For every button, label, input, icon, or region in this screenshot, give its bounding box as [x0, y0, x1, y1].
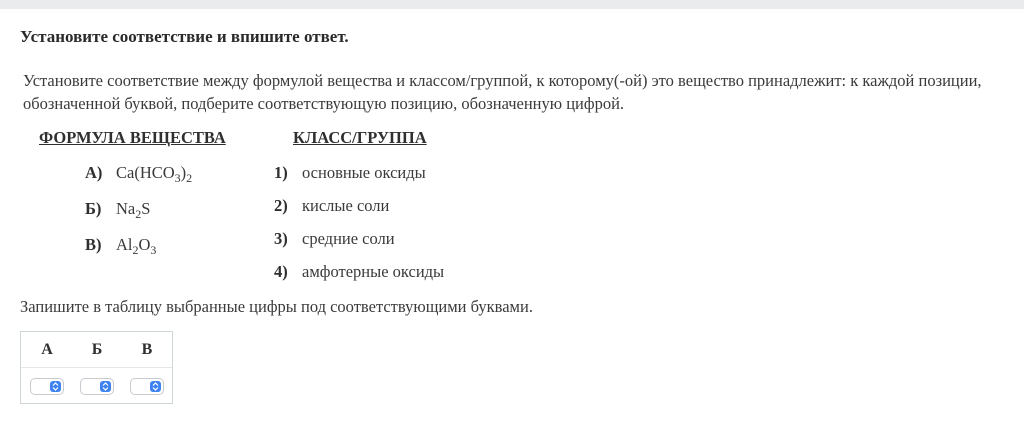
answer-header-a: А — [41, 341, 53, 358]
class-item-4 — [274, 262, 444, 282]
class-label: амфотерные оксиды — [302, 262, 445, 281]
formula-item-a — [85, 163, 192, 183]
answer-header-b: Б — [91, 341, 103, 358]
answer-header-v: В — [141, 341, 153, 358]
top-bar — [0, 0, 1024, 9]
class-key: 2) — [274, 196, 288, 215]
answer-table — [20, 331, 173, 404]
class-label: средние соли — [302, 229, 395, 248]
answer-select-a[interactable] — [30, 378, 64, 395]
formula-item-v — [85, 235, 156, 255]
select-arrows-icon — [100, 381, 111, 392]
table-divider — [21, 367, 172, 368]
formula-key: В) — [85, 235, 102, 254]
class-label: кислые соли — [302, 196, 390, 215]
answer-select-b[interactable] — [80, 378, 114, 395]
formula-text: $Na_2S$ — [116, 199, 151, 221]
task-prompt: Установите соответствие между формулой вещества и классом/группой, к которому(-ой) это вещество принадлежит: к каждой позиции, обозначенной буквой, подберите соответствующую позицию, обозначенную цифрой. — [23, 71, 982, 113]
task-title: Установите соответствие и впишите ответ. — [20, 27, 349, 46]
class-column-header: КЛАСС/ГРУППА — [293, 128, 427, 147]
select-arrows-icon — [50, 381, 61, 392]
class-item-1 — [274, 163, 426, 183]
class-key: 3) — [274, 229, 288, 248]
formula-column-header: ФОРМУЛА ВЕЩЕСТВА — [39, 128, 226, 147]
formula-key: А) — [85, 163, 103, 182]
class-key: 1) — [274, 163, 288, 182]
answer-instruction: Запишите в таблицу выбранные цифры под соответствующими буквами. — [20, 297, 533, 316]
formula-text: $Al_2O_3$ — [116, 235, 157, 257]
class-label: основные оксиды — [302, 163, 426, 182]
class-key: 4) — [274, 262, 288, 281]
formula-item-b — [85, 199, 150, 219]
class-item-2 — [274, 196, 389, 216]
answer-select-v[interactable] — [130, 378, 164, 395]
class-item-3 — [274, 229, 395, 249]
formula-key: Б) — [85, 199, 102, 218]
select-arrows-icon — [150, 381, 161, 392]
formula-text: $Ca(HCO_3)_2$ — [116, 163, 193, 185]
